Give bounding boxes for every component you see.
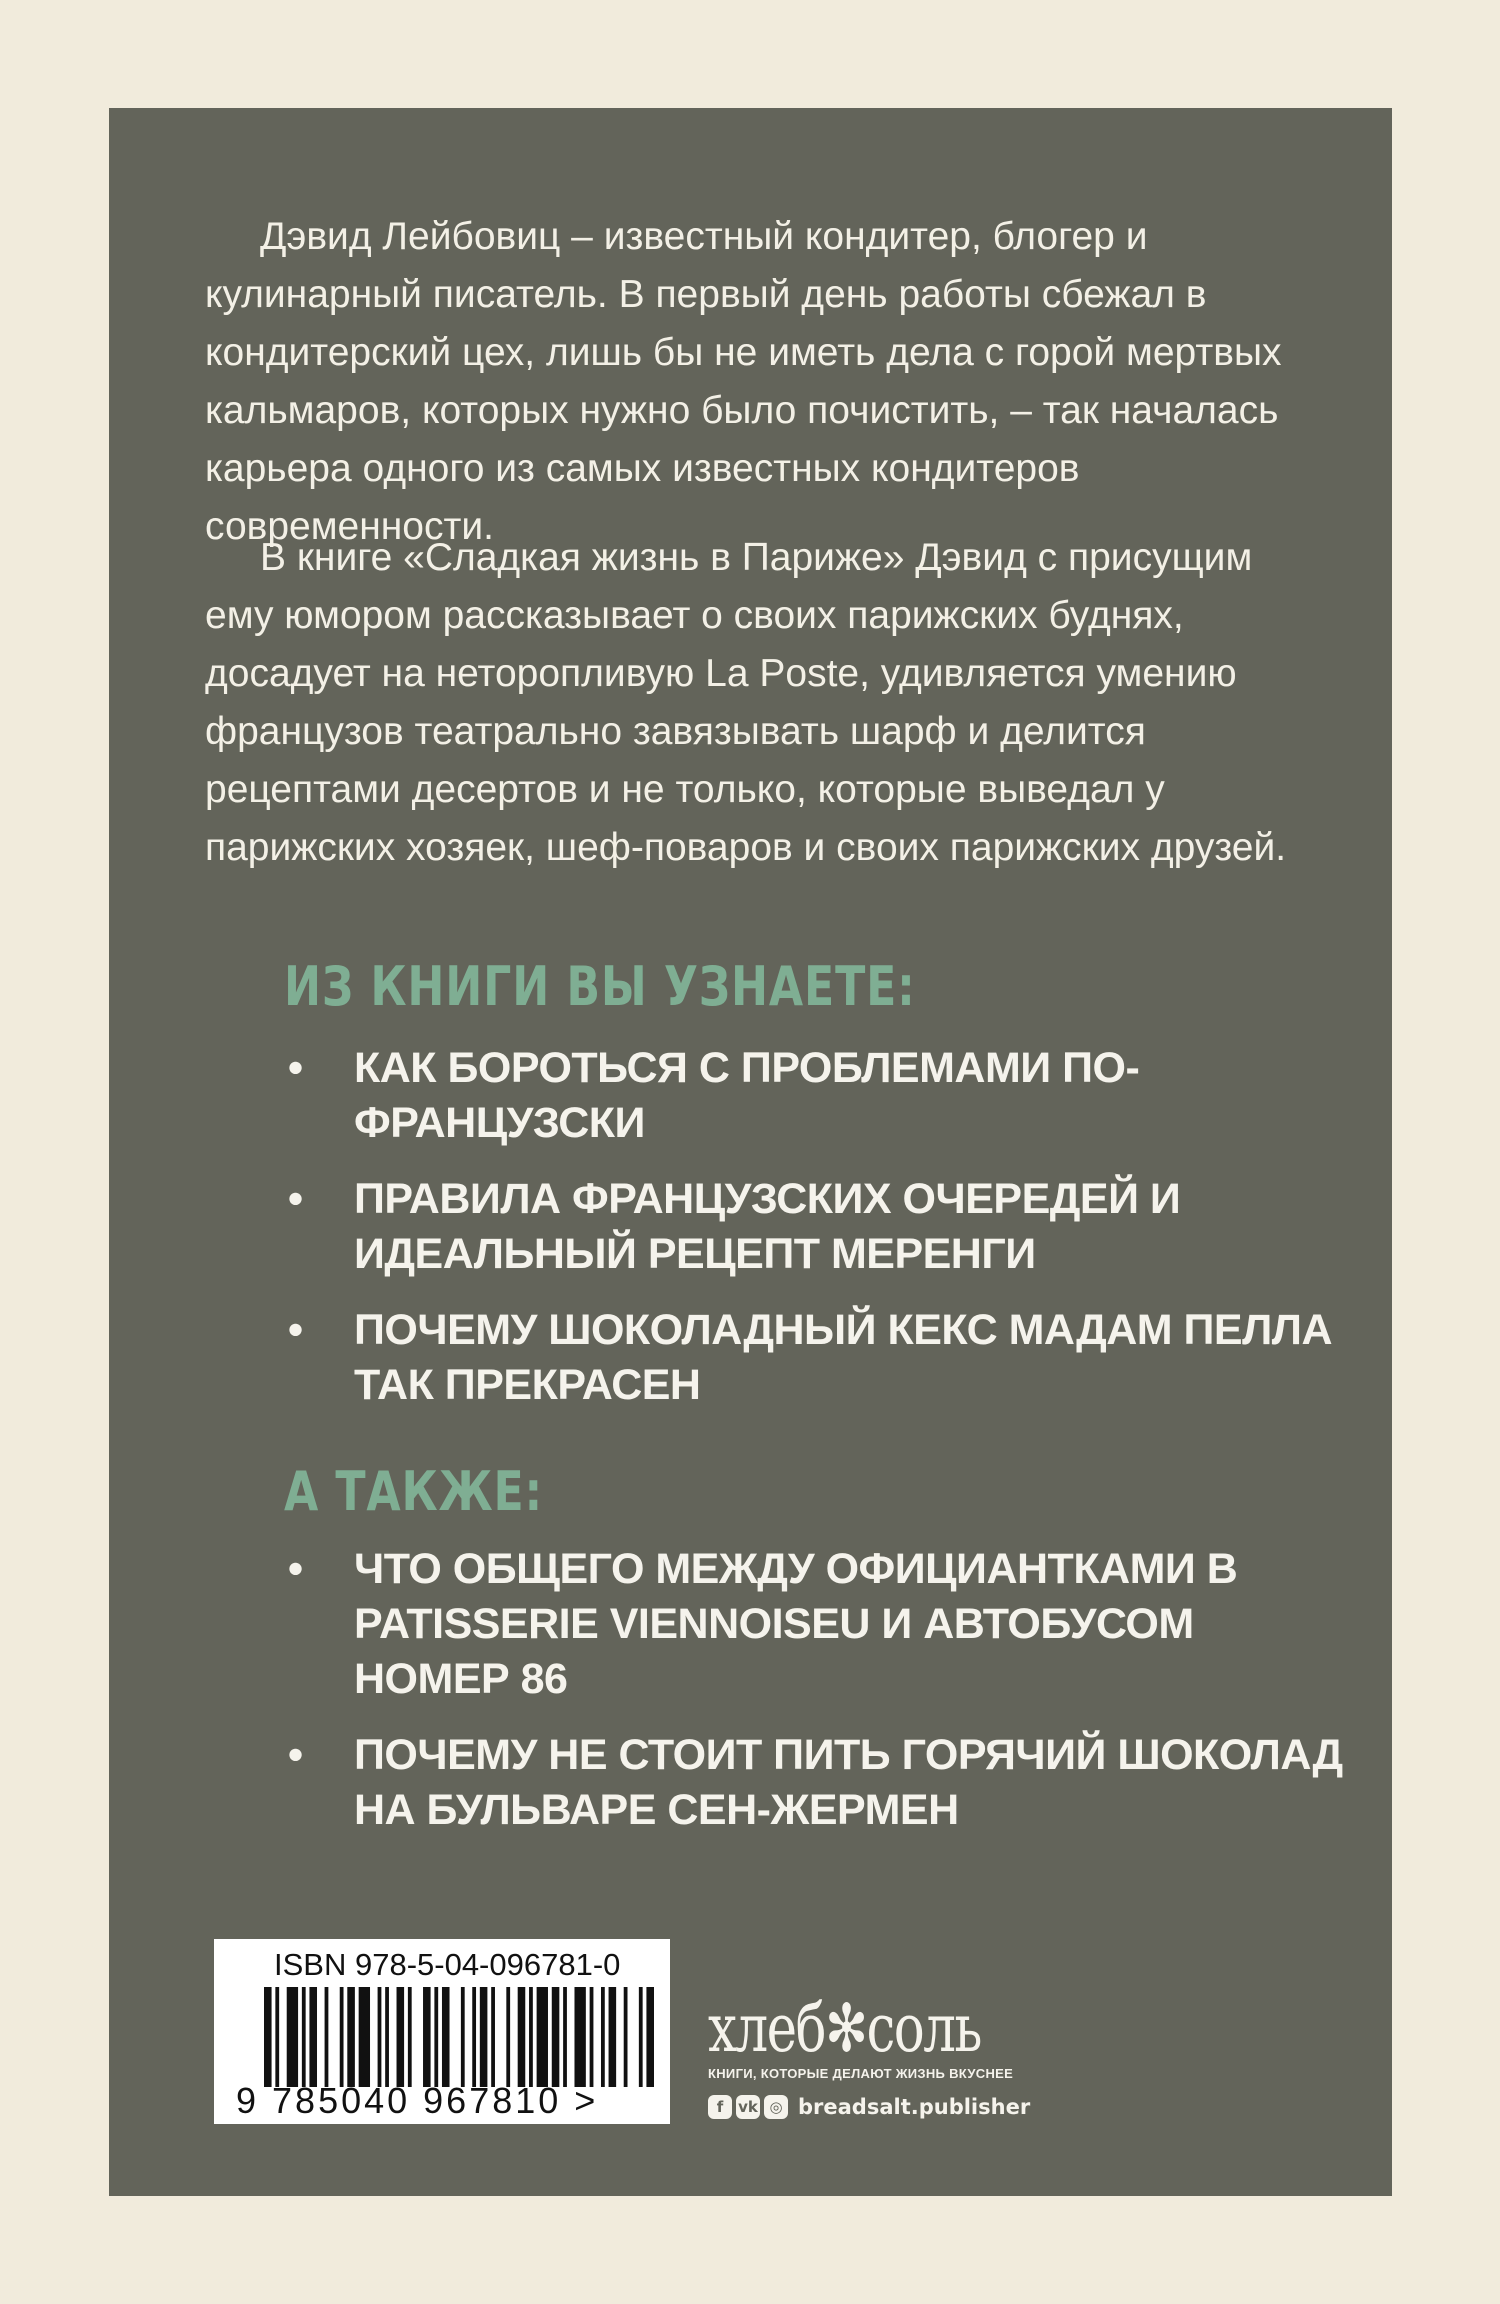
list-item: • КАК БОРОТЬСЯ С ПРОБЛЕМАМИ ПО-ФРАНЦУЗСКИ xyxy=(284,1041,1344,1151)
publisher-logo: хлеб✻соль xyxy=(708,1990,981,2067)
list-item: • ЧТО ОБЩЕГО МЕЖДУ ОФИЦИАНТКАМИ В PATISSERIE VIENNOISEU И АВТОБУСОМ НОМЕР 86 xyxy=(284,1542,1344,1707)
list-item: • ПОЧЕМУ НЕ СТОИТ ПИТЬ ГОРЯЧИЙ ШОКОЛАД НА БУЛЬВАРЕ СЕН-ЖЕРМЕН xyxy=(284,1728,1344,1838)
bullet-icon: • xyxy=(288,1044,303,1092)
learn-heading: ИЗ КНИГИ ВЫ УЗНАЕТЕ: xyxy=(284,955,916,1018)
also-list xyxy=(284,1542,1344,1859)
isbn-text: ISBN 978-5-04-096781-0 xyxy=(274,1947,621,1982)
description-paragraph-1: Дэвид Лейбовиц – известный кондитер, блогер и кулинарный писатель. В первый день работы сбежал в кондитерский цех, лишь бы не иметь дела с горой мертвых кальмаров, которых нужно было почистить, – так началась карьера одного из самых известных кондитеров современности. xyxy=(205,215,1282,548)
instagram-icon[interactable]: ◎ xyxy=(764,2095,788,2119)
facebook-icon[interactable]: f xyxy=(708,2095,732,2119)
publisher-handle[interactable]: breadsalt.publisher xyxy=(798,2095,1031,2119)
barcode-label xyxy=(214,1939,670,2124)
vk-icon[interactable]: vk xyxy=(736,2095,760,2119)
bullet-icon: • xyxy=(288,1731,303,1779)
publisher-tagline: КНИГИ, КОТОРЫЕ ДЕЛАЮТ ЖИЗНЬ ВКУСНЕЕ xyxy=(708,2066,1014,2081)
social-links xyxy=(708,2095,1030,2119)
list-item: • ПРАВИЛА ФРАНЦУЗСКИХ ОЧЕРЕДЕЙ И ИДЕАЛЬНЫЙ РЕЦЕПТ МЕРЕНГИ xyxy=(284,1172,1344,1282)
also-heading: А ТАКЖЕ: xyxy=(284,1460,544,1523)
barcode-digits: 9 785040 967810 > xyxy=(236,2080,599,2121)
list-item: • ПОЧЕМУ ШОКОЛАДНЫЙ КЕКС МАДАМ ПЕЛЛА ТАК ПРЕКРАСЕН xyxy=(284,1303,1344,1413)
description-paragraph-2: В книге «Сладкая жизнь в Париже» Дэвид с присущим ему юмором рассказывает о своих парижских буднях, досадует на неторопливую La Poste, удивляется умению французов театрально завязывать шарф и делится рецептами десертов и не только, которые выведал у парижских хозяек, шеф-поваров и своих парижских друзей. xyxy=(205,536,1287,869)
learn-list xyxy=(284,1041,1344,1434)
barcode-icon xyxy=(264,1987,654,2087)
bullet-icon: • xyxy=(288,1175,303,1223)
bullet-icon: • xyxy=(288,1306,303,1354)
bullet-icon: • xyxy=(288,1545,303,1593)
